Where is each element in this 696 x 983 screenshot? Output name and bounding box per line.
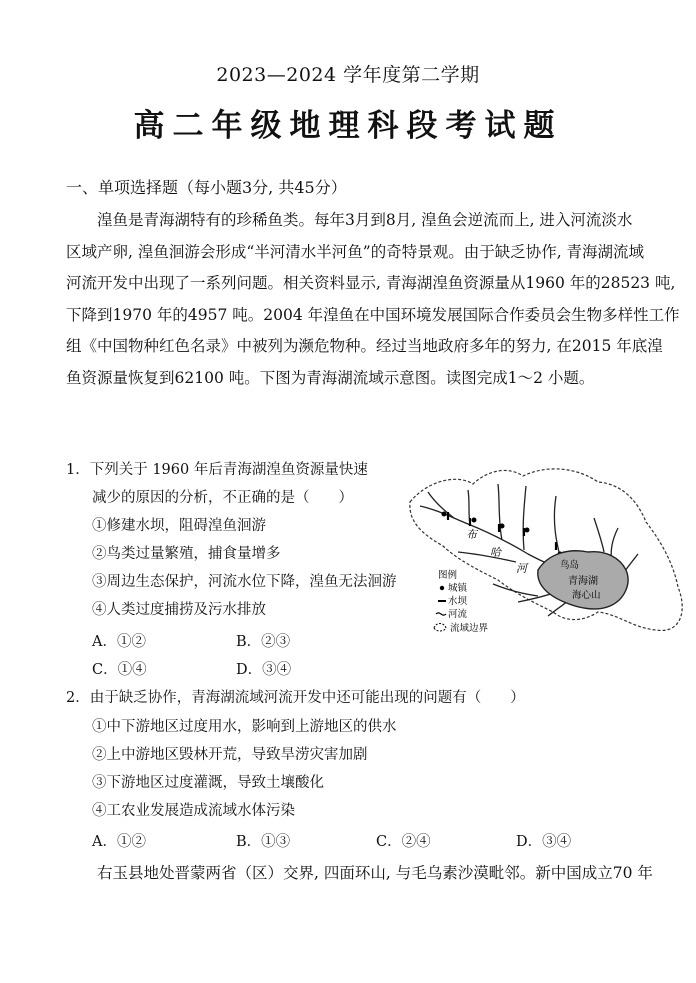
legend-boundary: 流域边界 (450, 623, 489, 634)
question-2-item: ③下游地区过度灌溉，导致土壤酸化 (92, 775, 324, 791)
town-markers (442, 512, 563, 557)
label-haixinshan: 海心山 (572, 590, 601, 601)
passage-2 (66, 858, 653, 890)
passage-line: 组《中国物种红色名录》中被列为濒危物种。经过当地政府多年的努力, 在2015 年底湟 (66, 337, 663, 355)
exam-title: 高二年级地理科段考试题 (133, 108, 563, 144)
river-label-bu: 布 (466, 528, 477, 541)
passage-line: 右玉县地处晋蒙两省（区）交界, 四面环山, 与毛乌素沙漠毗邻。新中国成立70 年 (97, 864, 653, 882)
term-heading: 2023—2024 学年度第二学期 (216, 64, 480, 86)
question-1-item: ③周边生态保护，河流水位下降，湟鱼无法洄游 (92, 574, 397, 590)
question-2-option-c[interactable]: C．②④ (376, 834, 431, 850)
question-1-stem: 1．下列关于 1960 年后青海湖湟鱼资源量快速 (66, 462, 368, 478)
question-2-option-b[interactable]: B．①③ (236, 834, 291, 850)
river-label-ha: 哈 (490, 546, 501, 559)
question-2-stem: 2．由于缺乏协作，青海湖流域河流开发中还可能出现的问题有（ ） (66, 690, 525, 706)
passage-line: 区域产卵, 湟鱼洄游会形成“半河清水半河鱼”的奇特景观。由于缺乏协作, 青海湖流域 (66, 242, 645, 261)
question-1-option-d[interactable]: D．③④ (236, 662, 292, 678)
question-2-item: ④工农业发展造成流域水体污染 (92, 803, 295, 819)
section-heading: 一、单项选择题（每小题3分, 共45分） (66, 178, 347, 197)
legend-town: 城镇 (448, 583, 468, 594)
question-1-item: ①修建水坝，阻碍湟鱼洄游 (92, 518, 266, 534)
question-1-option-a[interactable]: A．①② (92, 634, 146, 650)
legend-river: 河流 (448, 609, 468, 620)
passage-line: 鱼资源量恢复到62100 吨。下图为青海湖流域示意图。读图完成1～2 小题。 (66, 368, 595, 387)
question-2-option-d[interactable]: D．③④ (516, 834, 572, 850)
question-1-item: ④人类过度捕捞及污水排放 (92, 602, 266, 618)
legend-dam: 水坝 (448, 596, 468, 607)
passage-line: 湟鱼是青海湖特有的珍稀鱼类。每年3月到8月, 湟鱼会逆流而上, 进入河流淡水 (97, 211, 633, 229)
river-label-he: 河 (516, 562, 527, 575)
passage-1 (66, 205, 680, 394)
passage-line: 下降到1970 年的4957 吨。2004 年湟鱼在中国环境发展国际合作委员会生物多样性工作 (66, 305, 680, 324)
question-1-option-b[interactable]: B．②③ (236, 634, 291, 650)
legend-title: 图例 (438, 570, 458, 581)
label-niaodao: 鸟岛 (560, 560, 580, 571)
passage-line: 河流开发中出现了一系列问题。相关资料显示, 青海湖湟鱼资源量从1960 年的28523 吨, (66, 274, 676, 292)
label-qinghai-lake: 青海湖 (568, 576, 598, 587)
question-2-item: ②上中游地区毁林开荒，导致旱涝灾害加剧 (92, 747, 368, 763)
dam-markers (448, 512, 556, 550)
question-1-item: ②鸟类过量繁殖，捕食量增多 (92, 546, 281, 562)
question-2-option-a[interactable]: A．①② (92, 834, 146, 850)
qinghai-lake-basin-map (398, 462, 688, 642)
question-1-stem-cont: 减少的原因的分析，不正确的是（ ） (92, 490, 353, 506)
map-legend (434, 569, 489, 634)
question-2-item: ①中下游地区过度用水，影响到上游地区的供水 (92, 719, 397, 735)
question-1-option-c[interactable]: C．①④ (92, 662, 147, 678)
